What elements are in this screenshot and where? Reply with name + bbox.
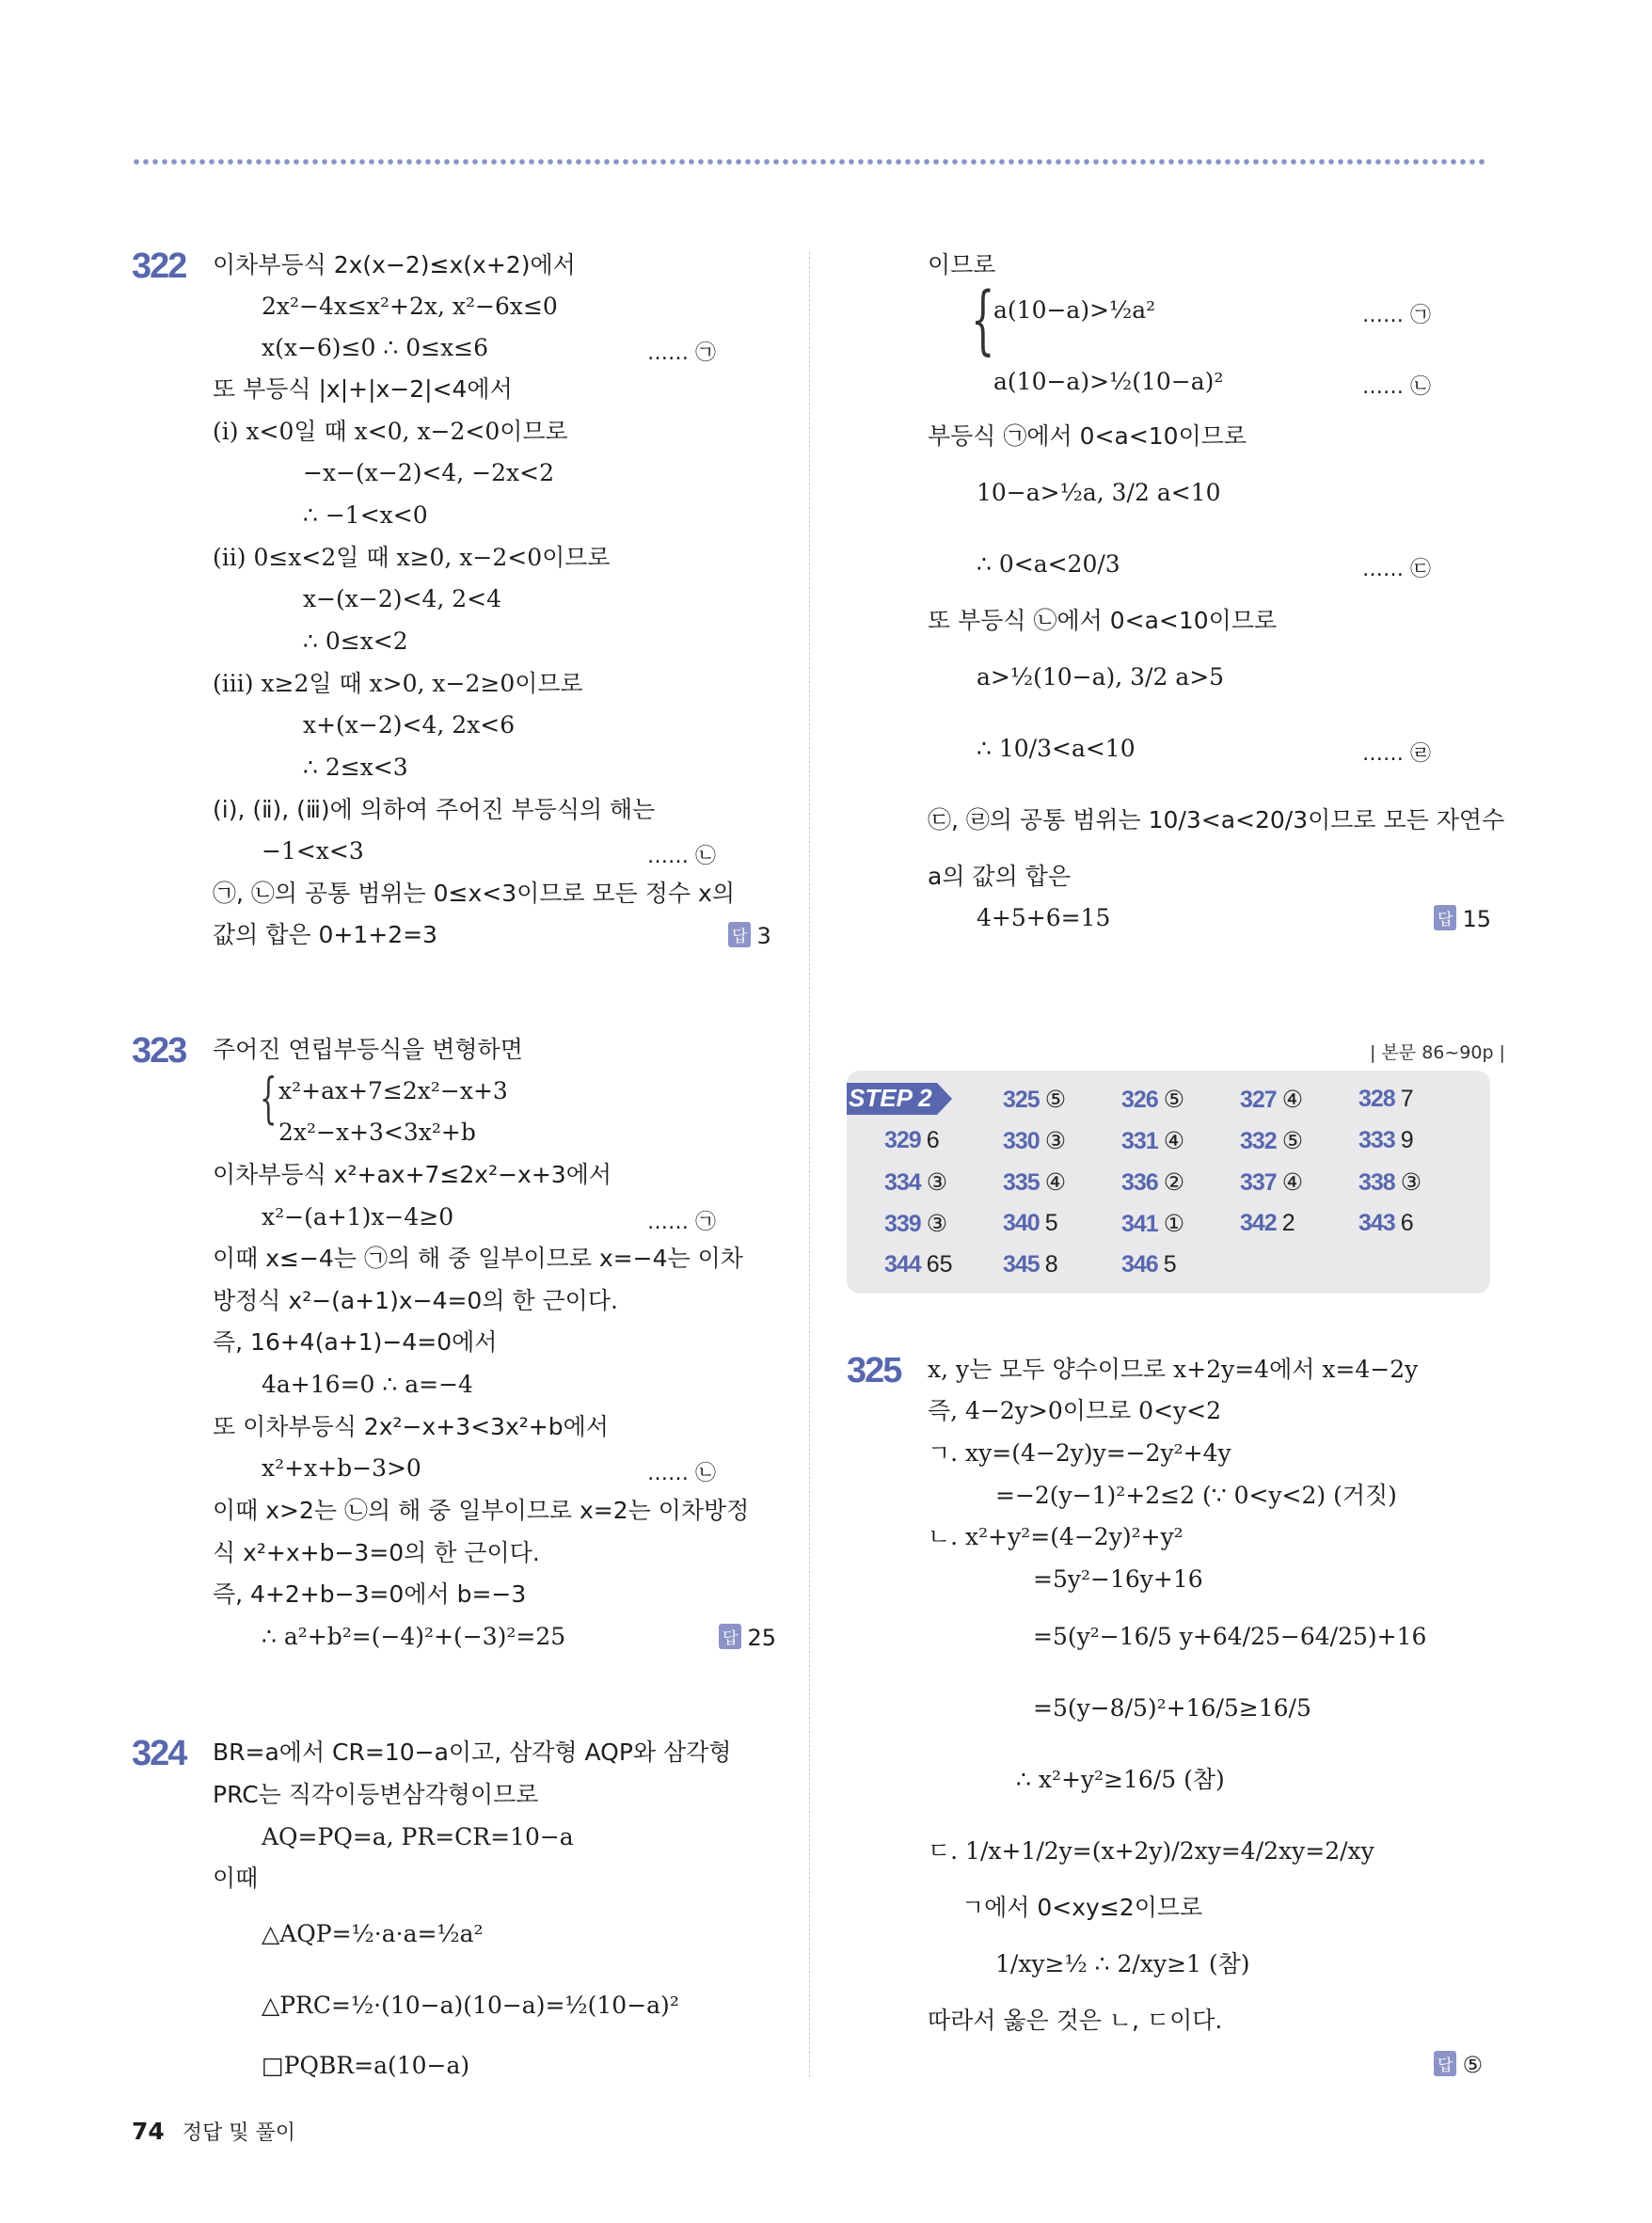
answer-323: 답 25 — [719, 1624, 776, 1651]
p325-line: x, y는 모두 양수이므로 x+2y=4에서 x=4−2y — [928, 1356, 1419, 1383]
p323-line: 식 x²+x+b−3=0의 한 근이다. — [213, 1539, 540, 1566]
p324b-line: ∴ 10/3<a<10 — [977, 735, 1136, 762]
p325-line: 따라서 옳은 것은 ㄴ, ㄷ이다. — [928, 2007, 1223, 2034]
p322-line: x+(x−2)<4, 2x<6 — [303, 711, 516, 738]
p323-line: ∴ a²+b²=(−4)²+(−3)²=25 — [262, 1623, 566, 1650]
answer-key-item: 326 ⑤ — [1121, 1087, 1185, 1113]
p322-line: ∴ −1<x<0 — [303, 501, 428, 529]
p323-line: x²−(a+1)x−4≥0 — [262, 1203, 454, 1231]
p325-line: ㄱ에서 0<xy≤2이므로 — [961, 1894, 1203, 1921]
p324b-line: 이므로 — [928, 251, 996, 278]
p324-line: △PRC=½·(10−a)(10−a)=½(10−a)² — [262, 1992, 679, 2019]
answer-key-item: 340 5 — [1003, 1210, 1058, 1236]
p325-line: ㄷ. 1/x+1/2y=(x+2y)/2xy=4/2xy=2/xy — [928, 1837, 1374, 1865]
answer-key-item: 328 7 — [1358, 1086, 1414, 1112]
answer-key-item: 342 2 — [1240, 1210, 1295, 1236]
marker-a: …… ㉠ — [647, 341, 716, 365]
answer-key-item: 335 ④ — [1003, 1169, 1067, 1196]
p324-line: PRC는 직각이등변삼각형이므로 — [213, 1781, 539, 1808]
answer-key-item: 330 ③ — [1003, 1128, 1067, 1154]
problem-number-324: 324 — [132, 1734, 186, 1773]
answer-324: 답 15 — [1434, 905, 1491, 932]
p322-line: 2x²−4x≤x²+2x, x²−6x≤0 — [262, 293, 558, 320]
p325-line: =−2(y−1)²+2≤2 (∵ 0<y<2) (거짓) — [995, 1482, 1397, 1509]
answer-key-item: 345 8 — [1003, 1251, 1058, 1278]
p324b-line: 부등식 ㉠에서 0<a<10이므로 — [928, 422, 1247, 450]
p322-line: (ⅲ) x≥2일 때 x>0, x−2≥0이므로 — [213, 670, 583, 697]
marker-a: …… ㉠ — [647, 1211, 716, 1234]
p324-line: AQ=PQ=a, PR=CR=10−a — [262, 1823, 574, 1850]
p322-line: ㉠, ㉡의 공통 범위는 0≤x<3이므로 모든 정수 x의 — [213, 880, 735, 907]
p323-line: 2x²−x+3<3x²+b — [278, 1119, 476, 1146]
answer-key-item: 338 ③ — [1358, 1169, 1422, 1196]
answer-key-item: 329 6 — [884, 1127, 940, 1153]
answer-key-item: 341 ① — [1121, 1211, 1185, 1237]
header-dotted-rule — [132, 158, 1486, 166]
p324-line: □PQBR=a(10−a) — [262, 2052, 470, 2079]
p324b-line: a>½(10−a), 3/2 a>5 — [977, 663, 1225, 691]
p323-line: 주어진 연립부등식을 변형하면 — [213, 1036, 523, 1063]
p324b-line: 10−a>½a, 3/2 a<10 — [977, 479, 1221, 506]
p322-line: (ⅰ) x<0일 때 x<0, x−2<0이므로 — [213, 418, 568, 445]
p322-line: 값의 합은 0+1+2=3 — [213, 921, 437, 948]
p324b-line: a(10−a)>½(10−a)² — [993, 368, 1224, 395]
answer-key-item: 336 ② — [1121, 1169, 1185, 1196]
marker-d: …… ㉣ — [1362, 742, 1431, 766]
answer-key-item: 331 ④ — [1121, 1128, 1185, 1154]
answer-key-item: 337 ④ — [1240, 1169, 1304, 1196]
page-number: 74 — [132, 2118, 165, 2145]
p324b-line: a(10−a)>½a² — [993, 296, 1156, 324]
p325-line: 즉, 4−2y>0이므로 0<y<2 — [928, 1397, 1222, 1424]
p323-line: x²+x+b−3>0 — [262, 1454, 421, 1482]
p324-line: △AQP=½·a·a=½a² — [262, 1920, 484, 1947]
p325-line: =5(y²−16/5 y+64/25−64/25)+16 — [1033, 1623, 1427, 1650]
p322-line: ∴ 0≤x<2 — [303, 627, 408, 655]
p325-line: ∴ x²+y²≥16/5 (참) — [1016, 1766, 1225, 1793]
p325-line: ㄴ. x²+y²=(4−2y)²+y² — [928, 1523, 1183, 1550]
step2-label: STEP 2 — [849, 1084, 932, 1112]
answer-key-item: 339 ③ — [884, 1211, 948, 1237]
p323-line: 방정식 x²−(a+1)x−4=0의 한 근이다. — [213, 1287, 618, 1314]
answer-325: 답 ⑤ — [1434, 2051, 1483, 2078]
page-footer — [132, 2117, 295, 2146]
answer-key-item: 325 ⑤ — [1003, 1087, 1067, 1113]
column-divider — [809, 252, 810, 2077]
p325-line: =5(y−8/5)²+16/5≥16/5 — [1033, 1694, 1311, 1722]
answer-tag-icon: 답 — [719, 1624, 741, 1649]
p323-line: 또 이차부등식 2x²−x+3<3x²+b에서 — [213, 1413, 609, 1440]
page-reference: | 본문 86~90p | — [1370, 1042, 1505, 1063]
p325-line: 1/xy≥½ ∴ 2/xy≥1 (참) — [995, 1950, 1250, 1977]
marker-a: …… ㉠ — [1362, 304, 1431, 327]
p323-line: 즉, 16+4(a+1)−4=0에서 — [213, 1328, 498, 1356]
p323-line: 이차부등식 x²+ax+7≤2x²−x+3에서 — [213, 1161, 612, 1188]
p324b-line: 4+5+6=15 — [977, 904, 1111, 931]
answer-key-item: 343 6 — [1358, 1210, 1414, 1236]
p324b-line: ㉢, ㉣의 공통 범위는 10/3<a<20/3이므로 모든 자연수 — [928, 806, 1505, 834]
p322-line: x−(x−2)<4, 2<4 — [303, 585, 502, 612]
marker-b: …… ㉡ — [1362, 375, 1431, 399]
answer-key-item: 333 9 — [1358, 1127, 1414, 1153]
p322-line: −x−(x−2)<4, −2x<2 — [303, 459, 555, 486]
p322-line: ∴ 2≤x<3 — [303, 754, 408, 781]
p323-line: 4a+16=0 ∴ a=−4 — [262, 1371, 473, 1398]
p322-line: 또 부등식 |x|+|x−2|<4에서 — [213, 375, 513, 403]
p324b-line: ∴ 0<a<20/3 — [977, 550, 1120, 578]
marker-c: …… ㉢ — [1362, 558, 1431, 581]
answer-key-item: 344 65 — [884, 1251, 953, 1278]
p324b-line: 또 부등식 ㉡에서 0<a<10이므로 — [928, 607, 1278, 634]
p323-line: x²+ax+7≤2x²−x+3 — [278, 1077, 508, 1104]
p324-line: 이때 — [213, 1865, 259, 1892]
p322-line: (ⅰ), (ⅱ), (ⅲ)에 의하여 주어진 부등식의 해는 — [213, 796, 656, 823]
left-brace: { — [971, 276, 995, 363]
answer-key-item: 334 ③ — [884, 1169, 948, 1196]
problem-number-322: 322 — [132, 246, 186, 286]
p322-line: 이차부등식 2x(x−2)≤x(x+2)에서 — [213, 251, 576, 278]
p325-line: ㄱ. xy=(4−2y)y=−2y²+4y — [928, 1439, 1231, 1467]
answer-tag-icon: 답 — [1434, 905, 1456, 930]
p324-line: BR=a에서 CR=10−a이고, 삼각형 AQP와 삼각형 — [213, 1739, 732, 1766]
problem-number-325: 325 — [847, 1351, 901, 1390]
answer-key-item: 346 5 — [1121, 1251, 1177, 1278]
section-title: 정답 및 풀이 — [182, 2121, 296, 2145]
p323-line: 이때 x>2는 ㉡의 해 중 일부이므로 x=2는 이차방정 — [213, 1497, 750, 1524]
answer-key-item: 327 ④ — [1240, 1087, 1304, 1113]
p322-line: x(x−6)≤0 ∴ 0≤x≤6 — [262, 334, 489, 361]
p325-line: =5y²−16y+16 — [1033, 1565, 1203, 1593]
answer-322: 답 3 — [728, 922, 771, 949]
answer-tag-icon: 답 — [728, 922, 751, 947]
answer-key-item: 332 ⑤ — [1240, 1128, 1304, 1154]
answer-tag-icon: 답 — [1434, 2051, 1456, 2076]
p323-line: 이때 x≤−4는 ㉠의 해 중 일부이므로 x=−4는 이차 — [213, 1245, 743, 1272]
left-brace: { — [260, 1066, 278, 1130]
p324b-line: a의 값의 합은 — [928, 863, 1071, 890]
marker-b: …… ㉡ — [647, 845, 716, 868]
problem-number-323: 323 — [132, 1031, 186, 1071]
p322-line: −1<x<3 — [262, 837, 364, 865]
p323-line: 즉, 4+2+b−3=0에서 b=−3 — [213, 1580, 527, 1608]
p322-line: (ⅱ) 0≤x<2일 때 x≥0, x−2<0이므로 — [213, 544, 611, 571]
marker-b: …… ㉡ — [647, 1462, 716, 1485]
